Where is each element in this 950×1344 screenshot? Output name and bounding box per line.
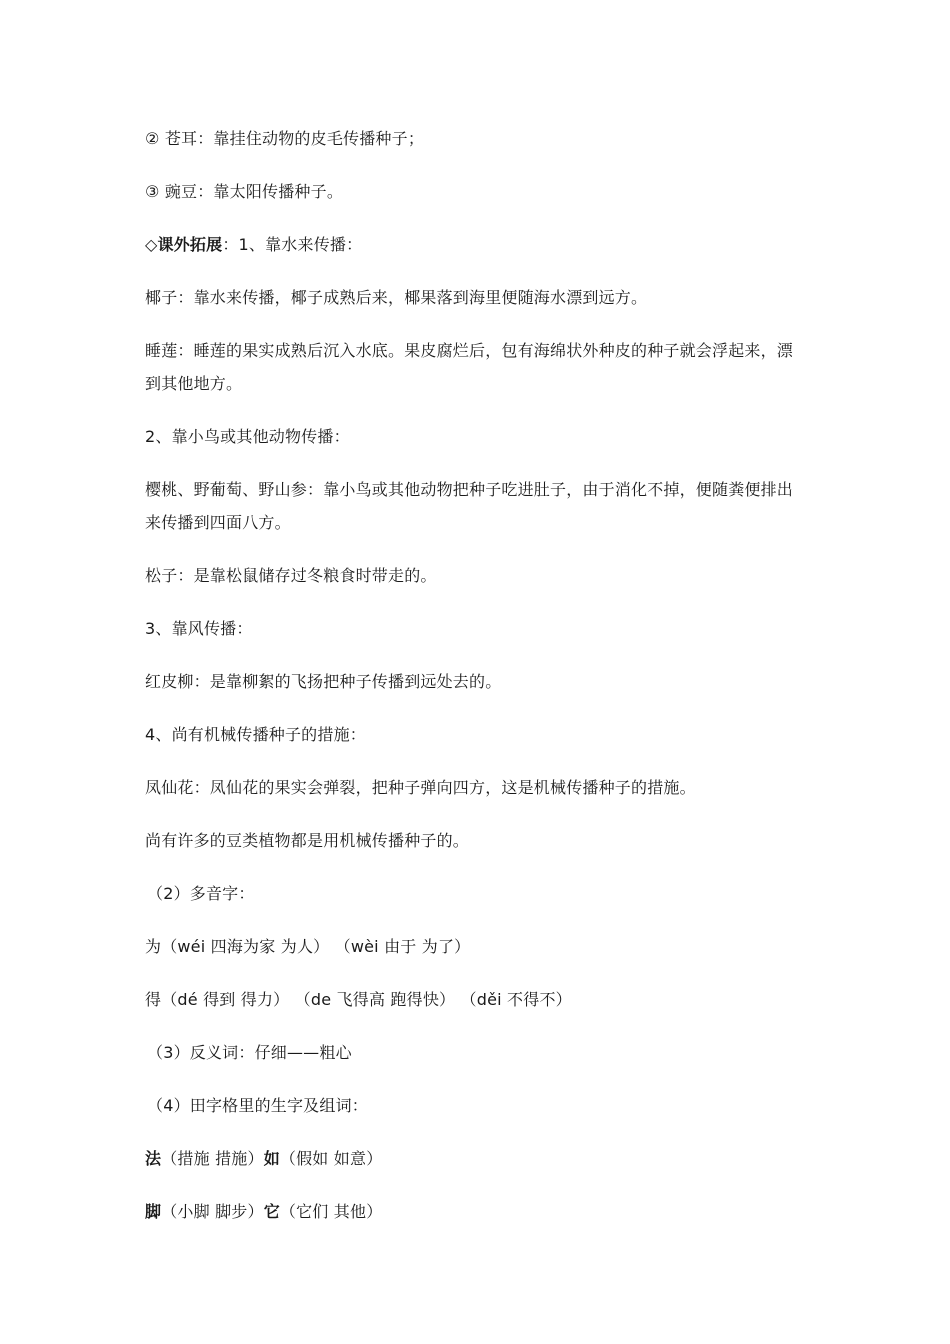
text-line-pine-nut: 松子：是靠松鼠储存过冬粮食时带走的。 — [145, 566, 437, 585]
text-line-legumes: 尚有许多的豆类植物都是用机械传播种子的。 — [145, 831, 470, 850]
extension-heading-line — [145, 228, 805, 261]
extension-heading-colon: ： — [222, 235, 239, 254]
water-spread-heading: 1、靠水来传播： — [238, 235, 363, 254]
vocab-words: （小脚 脚步） — [161, 1202, 264, 1221]
text-line-cocklebur: ② 苍耳：靠挂住动物的皮毛传播种子； — [145, 129, 425, 148]
text-line-willow: 红皮柳：是靠柳絮的飞扬把种子传播到远处去的。 — [145, 672, 502, 691]
vocab-row — [145, 1142, 805, 1175]
vocab-char: 法 — [145, 1149, 162, 1168]
diamond-marker: ◇ — [145, 235, 158, 254]
polyphone-wei: 为（wéi 四海为家 为人） （wèi 由于 为了） — [145, 937, 471, 956]
vocab-char: 脚 — [145, 1202, 162, 1221]
vocab-words: （它们 其他） — [279, 1202, 383, 1221]
vocab-char: 如 — [263, 1149, 280, 1168]
mechanical-spread-heading: 4、尚有机械传播种子的措施： — [145, 725, 366, 744]
polyphone-de: 得（dé 得到 得力） （de 飞得高 跑得快） （děi 不得不） — [145, 990, 572, 1009]
text-line-water-lily: 睡莲：睡莲的果实成熟后沉入水底。果皮腐烂后，包有海绵状外种皮的种子就会浮起来，漂到其他地方。 — [145, 341, 794, 393]
antonym-line: （3）反义词：仔细——粗心 — [147, 1043, 352, 1062]
document-page — [145, 122, 805, 1248]
vocab-char: 它 — [263, 1202, 280, 1221]
text-line-pea: ③ 豌豆：靠太阳传播种子。 — [145, 182, 344, 201]
extension-heading-label: 课外拓展 — [157, 235, 223, 254]
text-line-coconut: 椰子：靠水来传播，椰子成熟后来，椰果落到海里便随海水漂到远方。 — [145, 288, 648, 307]
animal-spread-heading: 2、靠小鸟或其他动物传播： — [145, 427, 350, 446]
text-line-cherry: 樱桃、野葡萄、野山参：靠小鸟或其他动物把种子吃进肚子，由于消化不掉，便随粪便排出来传播到四面八方。 — [145, 480, 794, 532]
vocab-heading: （4）田字格里的生字及组词： — [147, 1096, 368, 1115]
vocab-words: （假如 如意） — [279, 1149, 383, 1168]
polyphone-heading: （2）多音字： — [147, 884, 255, 903]
text-line-balsam: 凤仙花：凤仙花的果实会弹裂，把种子弹向四方，这是机械传播种子的措施。 — [145, 778, 696, 797]
vocab-words: （措施 措施） — [161, 1149, 264, 1168]
vocab-row — [145, 1195, 805, 1228]
wind-spread-heading: 3、靠风传播： — [145, 619, 253, 638]
